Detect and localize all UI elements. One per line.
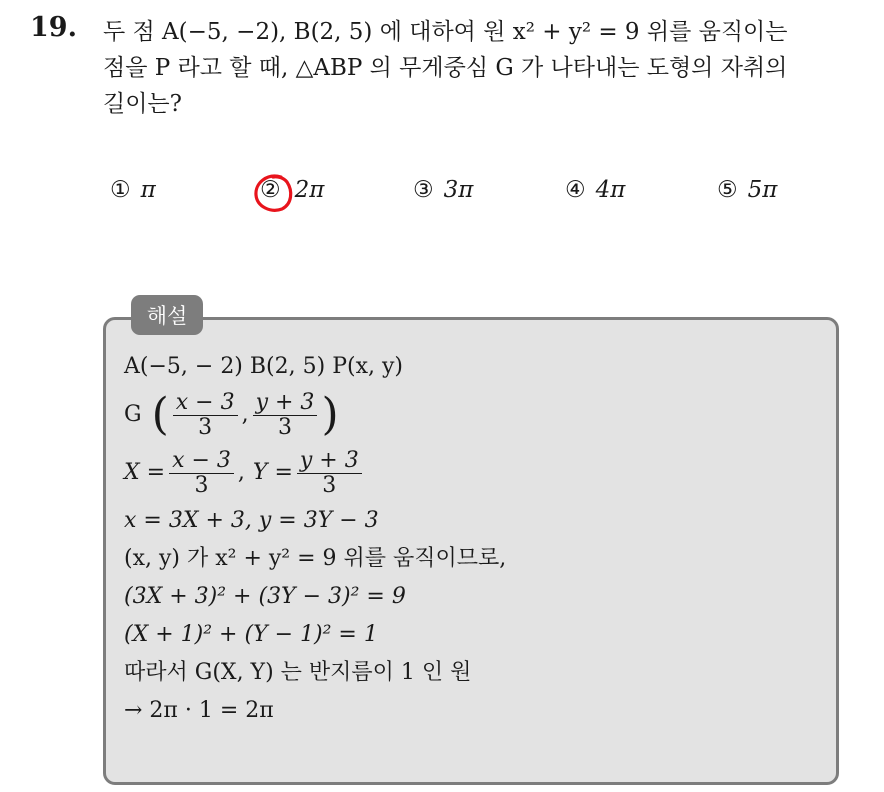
- fraction-X-den: 3: [194, 472, 209, 498]
- solution-tab: 해설: [131, 295, 203, 335]
- right-paren: ): [321, 389, 339, 440]
- choice-4-value: 4π: [595, 177, 626, 203]
- choice-5[interactable]: [717, 177, 777, 203]
- fraction-Y: [297, 449, 362, 498]
- solution-line-7: (X + 1)² + (Y − 1)² = 1: [124, 622, 378, 647]
- choice-3-value: 3π: [443, 177, 474, 203]
- answer-choices: [0, 177, 884, 213]
- solution-line-5: (x, y) 가 x² + y² = 9 위를 움직이므로,: [124, 546, 507, 571]
- solution-line-1: A(−5, − 2) B(2, 5) P(x, y): [124, 354, 403, 379]
- fraction-x-den: 3: [198, 414, 213, 440]
- choice-2-number: ②: [260, 177, 281, 203]
- comma: ,: [241, 402, 249, 427]
- fraction-X-num: x − 3: [169, 449, 234, 474]
- solution-line-3: [124, 444, 506, 502]
- fraction-x-num: x − 3: [173, 391, 238, 416]
- choice-5-value: 5π: [747, 177, 778, 203]
- fraction-y-den: 3: [278, 414, 292, 440]
- question-number: 19.: [30, 12, 77, 43]
- choice-1-number: ①: [110, 177, 131, 203]
- question-line-1: 두 점 A(−5, −2), B(2, 5) 에 대하여 원 x² + y² = 9 위를 움직이는: [103, 19, 788, 45]
- solution-line-4: x = 3X + 3, y = 3Y − 3: [124, 508, 379, 533]
- fraction-X: [169, 449, 234, 498]
- Y-eq: Y =: [252, 460, 293, 485]
- X-eq: X =: [124, 460, 166, 485]
- comma-2: ,: [237, 460, 245, 485]
- choice-1[interactable]: [110, 177, 156, 203]
- solution-content: [124, 348, 506, 730]
- fraction-Y-num: y + 3: [297, 449, 362, 474]
- choice-2-value: 2π: [294, 177, 325, 203]
- solution-line-6: (3X + 3)² + (3Y − 3)² = 9: [124, 584, 406, 609]
- question-line-2: 점을 P 라고 할 때, △ABP 의 무게중심 G 가 나타내는 도형의 자취의: [103, 55, 788, 81]
- choice-4[interactable]: [565, 177, 625, 203]
- question-line-3: 길이는?: [103, 91, 182, 117]
- fraction-y-num: y + 3: [253, 391, 318, 416]
- centroid-label: G: [124, 402, 142, 427]
- solution-line-8: 따라서 G(X, Y) 는 반지름이 1 인 원: [124, 660, 472, 685]
- left-paren: (: [151, 389, 169, 440]
- solution-line-2: [124, 386, 506, 444]
- fraction-y: [253, 391, 318, 440]
- question-text: [103, 14, 873, 122]
- fraction-x: [173, 391, 238, 440]
- answer-circle-mark-icon: [251, 171, 295, 215]
- choice-3-number: ③: [413, 177, 434, 203]
- choice-5-number: ⑤: [717, 177, 738, 203]
- solution-line-9: → 2π · 1 = 2π: [124, 698, 274, 723]
- fraction-Y-den: 3: [322, 472, 337, 498]
- choice-4-number: ④: [565, 177, 586, 203]
- choice-1-value: π: [140, 177, 156, 203]
- choice-3[interactable]: [413, 177, 473, 203]
